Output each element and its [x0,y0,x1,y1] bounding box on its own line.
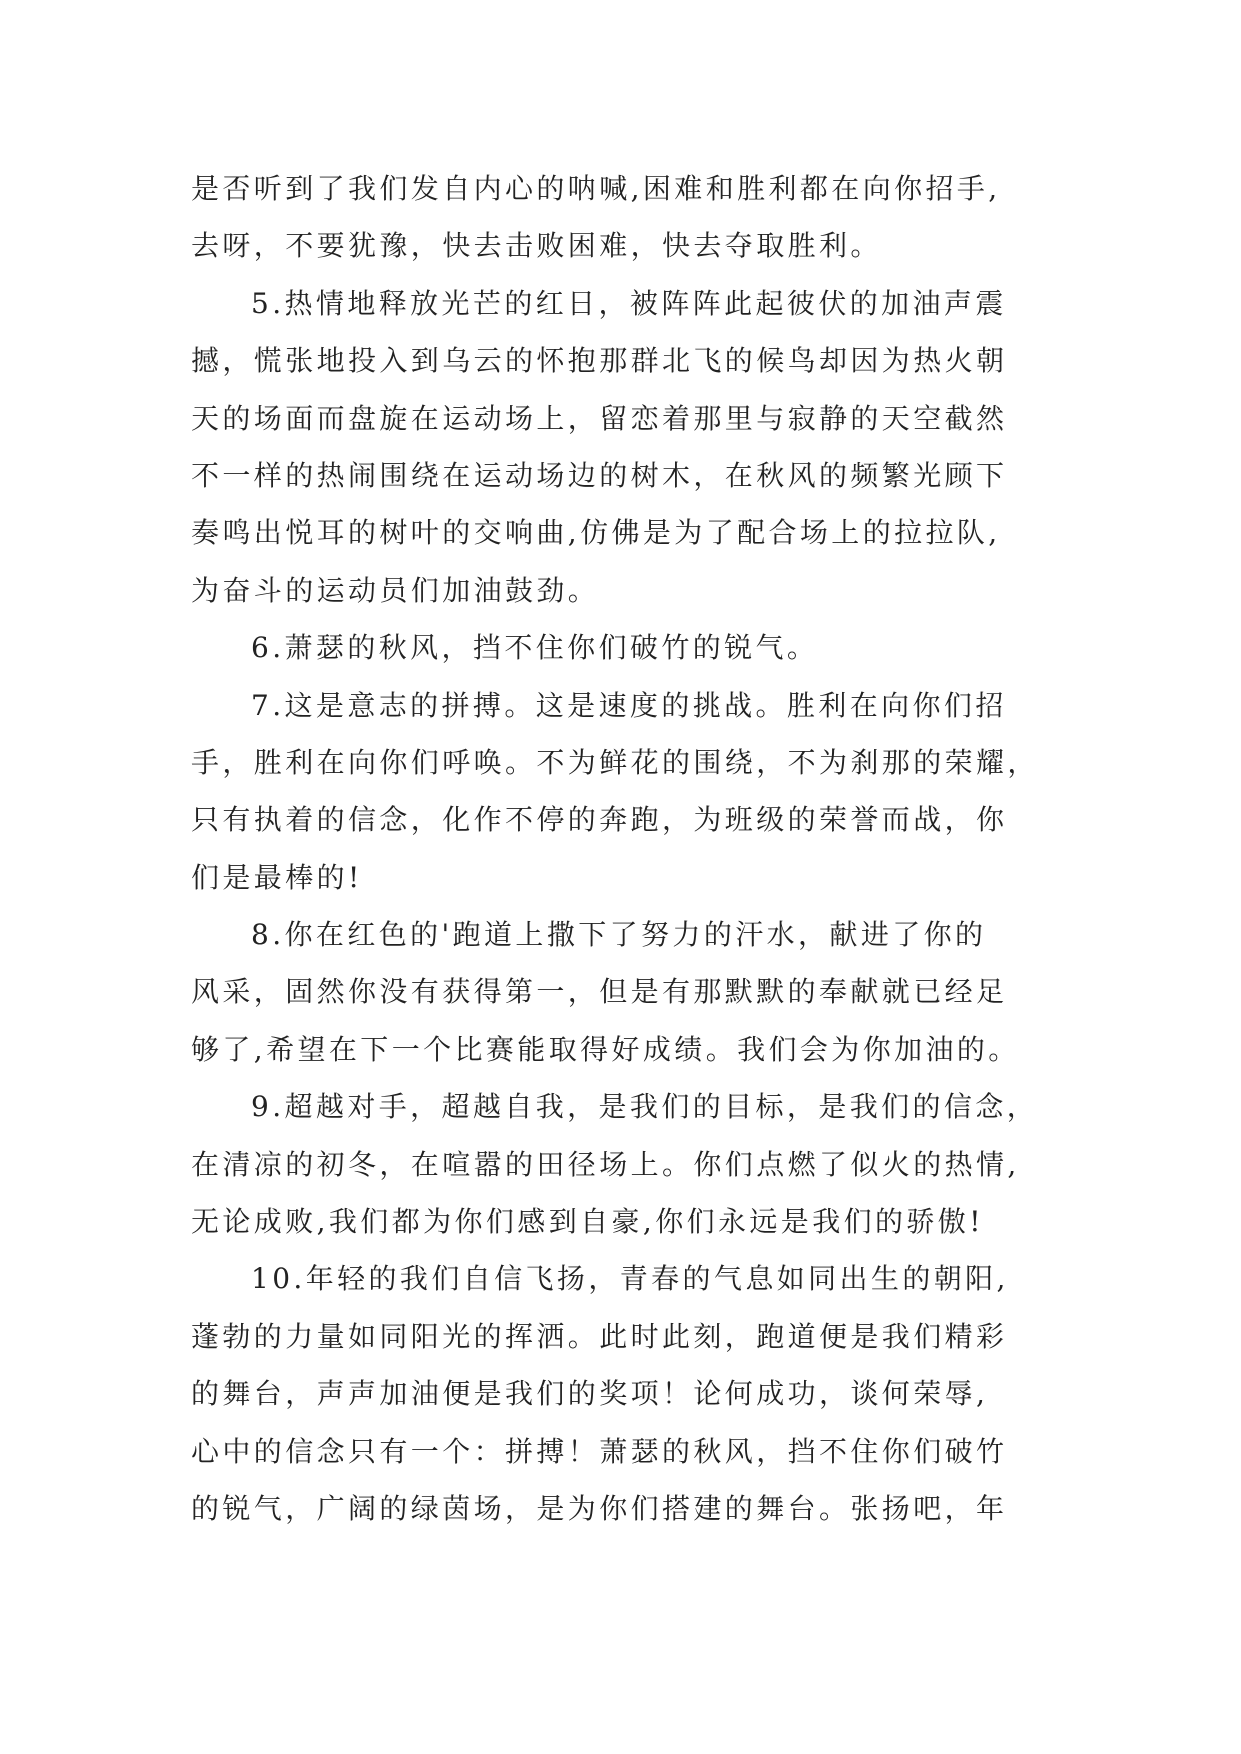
text-line: 9.超越对手，超越自我，是我们的目标，是我们的信念， [251,1090,1039,1124]
text-line: 在清凉的初冬，在喧嚣的田径场上。你们点燃了似火的热情, [191,1147,1020,1181]
text-line: 6.萧瑟的秋风，挡不住你们破竹的锐气。 [251,631,819,665]
text-line: 心中的信念只有一个：拼搏！萧瑟的秋风，挡不住你们破竹 [191,1434,1008,1468]
text-line: 天的场面而盘旋在运动场上，留恋着那里与寂静的天空截然 [191,401,1008,435]
text-line: 7.这是意志的拼搏。这是速度的挑战。胜利在向你们招 [251,688,1007,722]
text-line: 撼，慌张地投入到乌云的怀抱那群北飞的候鸟却因为热火朝 [191,344,1008,378]
text-line: 的锐气，广阔的绿茵场，是为你们搭建的舞台。张扬吧，年 [191,1491,1008,1525]
paragraph-item-5 [191,275,1081,619]
paragraph-item-7 [191,677,1081,907]
text-line: 去呀，不要犹豫，快去击败困难，快去夺取胜利。 [191,229,882,263]
text-line: 蓬勃的力量如同阳光的挥洒。此时此刻，跑道便是我们精彩 [191,1319,1008,1353]
paragraph-item-10 [191,1250,1081,1537]
text-line: 是否听到了我们发自内心的呐喊,困难和胜利都在向你招手, [191,172,1001,205]
text-line: 只有执着的信念，化作不停的奔跑，为班级的荣誉而战，你 [191,803,1008,837]
text-line: 的舞台，声声加油便是我们的奖项！论何成功，谈何荣辱, [191,1377,989,1411]
paragraph-item-8 [191,906,1081,1078]
text-line: 够了,希望在下一个比赛能取得好成绩。我们会为你加油的。 [191,1032,1020,1066]
text-line: 们是最棒的! [191,860,363,894]
text-line: 不一样的热闹围绕在运动场边的树木，在秋风的频繁光顾下 [191,458,1008,492]
text-line: 8.你在红色的'跑道上撒下了努力的汗水，献进了你的 [251,918,987,952]
paragraph-item-9 [191,1078,1081,1250]
text-line: 为奋斗的运动员们加油鼓劲。 [191,573,600,607]
document-body [191,160,1081,1537]
paragraph-item-6 [191,619,1081,676]
paragraph-continuation [191,160,1081,275]
text-line: 10.年轻的我们自信飞扬，青春的气息如同出生的朝阳, [251,1262,1009,1296]
text-line: 风采，固然你没有获得第一，但是有那默默的奉献就已经足 [191,975,1008,1009]
text-line: 奏鸣出悦耳的树叶的交响曲,仿佛是为了配合场上的拉拉队, [191,516,1001,550]
text-line: 手，胜利在向你们呼唤。不为鲜花的围绕，不为刹那的荣耀， [191,745,1039,779]
text-line: 5.热情地释放光芒的红日，被阵阵此起彼伏的加油声震 [251,286,1007,320]
text-line: 无论成败,我们都为你们感到自豪,你们永远是我们的骄傲! [191,1205,984,1239]
